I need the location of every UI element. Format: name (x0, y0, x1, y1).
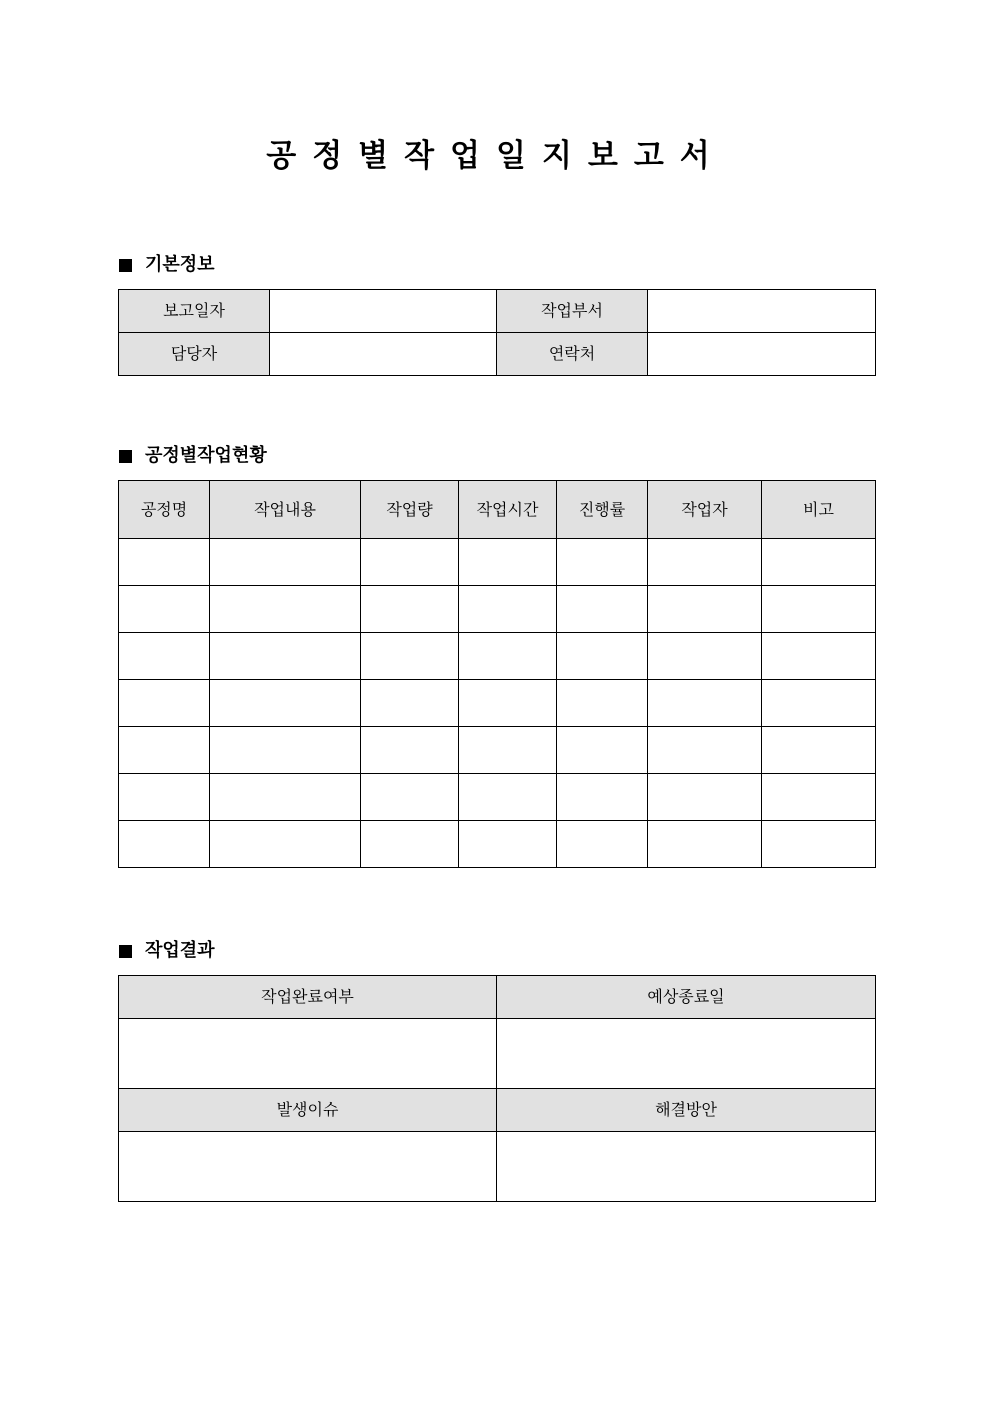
column-header-work-content: 작업내용 (210, 481, 361, 539)
column-header-worker: 작업자 (648, 481, 762, 539)
table-cell[interactable] (557, 586, 648, 633)
table-cell[interactable] (557, 821, 648, 868)
completion-status-label: 작업완료여부 (119, 976, 497, 1019)
table-cell[interactable] (762, 774, 876, 821)
table-cell[interactable] (119, 539, 210, 586)
solution-label: 해결방안 (497, 1089, 876, 1132)
contact-field[interactable] (648, 333, 876, 376)
table-cell[interactable] (459, 633, 557, 680)
table-cell[interactable] (119, 774, 210, 821)
column-header-work-amount: 작업량 (361, 481, 459, 539)
work-result-heading (119, 939, 215, 963)
issues-field[interactable] (119, 1132, 497, 1202)
column-header-remarks: 비고 (762, 481, 876, 539)
table-cell[interactable] (119, 586, 210, 633)
work-status-table (118, 480, 876, 868)
table-cell[interactable] (210, 774, 361, 821)
table-cell[interactable] (361, 821, 459, 868)
table-cell[interactable] (361, 727, 459, 774)
table-cell[interactable] (119, 821, 210, 868)
table-cell[interactable] (648, 539, 762, 586)
table-cell[interactable] (648, 774, 762, 821)
table-cell[interactable] (557, 774, 648, 821)
table-header-row (119, 1089, 876, 1132)
table-header-row (119, 481, 876, 539)
table-cell[interactable] (210, 821, 361, 868)
table-cell[interactable] (210, 680, 361, 727)
contact-label: 연락처 (497, 333, 648, 376)
column-header-work-time: 작업시간 (459, 481, 557, 539)
table-cell[interactable] (210, 633, 361, 680)
work-status-heading (119, 444, 267, 468)
table-cell[interactable] (459, 821, 557, 868)
table-row (119, 1019, 876, 1089)
expected-end-date-field[interactable] (497, 1019, 876, 1089)
report-date-field[interactable] (270, 290, 497, 333)
table-row (119, 586, 876, 633)
table-cell[interactable] (557, 727, 648, 774)
table-cell[interactable] (648, 586, 762, 633)
table-cell[interactable] (648, 727, 762, 774)
table-cell[interactable] (210, 539, 361, 586)
table-cell[interactable] (557, 539, 648, 586)
table-cell[interactable] (459, 774, 557, 821)
table-cell[interactable] (459, 680, 557, 727)
black-square-bullet-icon (119, 259, 132, 272)
table-row (119, 821, 876, 868)
table-cell[interactable] (762, 680, 876, 727)
table-cell[interactable] (119, 680, 210, 727)
table-row (119, 727, 876, 774)
table-cell[interactable] (361, 586, 459, 633)
expected-end-date-label: 예상종료일 (497, 976, 876, 1019)
work-result-table (118, 975, 876, 1202)
table-cell[interactable] (459, 727, 557, 774)
basic-info-table (118, 289, 876, 376)
basic-info-heading-text: 기본정보 (145, 254, 215, 275)
work-result-heading-text: 작업결과 (145, 940, 215, 961)
table-cell[interactable] (648, 633, 762, 680)
table-row (119, 680, 876, 727)
table-cell[interactable] (762, 586, 876, 633)
black-square-bullet-icon (119, 450, 132, 463)
table-cell[interactable] (361, 680, 459, 727)
column-header-process-name: 공정명 (119, 481, 210, 539)
table-row (119, 290, 876, 333)
table-cell[interactable] (557, 680, 648, 727)
table-cell[interactable] (648, 680, 762, 727)
table-cell[interactable] (762, 727, 876, 774)
report-date-label: 보고일자 (119, 290, 270, 333)
table-row (119, 539, 876, 586)
table-cell[interactable] (648, 821, 762, 868)
solution-field[interactable] (497, 1132, 876, 1202)
basic-info-heading (119, 253, 215, 277)
person-in-charge-field[interactable] (270, 333, 497, 376)
table-cell[interactable] (361, 539, 459, 586)
table-header-row (119, 976, 876, 1019)
black-square-bullet-icon (119, 945, 132, 958)
table-row (119, 333, 876, 376)
table-row (119, 633, 876, 680)
completion-status-field[interactable] (119, 1019, 497, 1089)
column-header-progress: 진행률 (557, 481, 648, 539)
table-cell[interactable] (119, 633, 210, 680)
table-cell[interactable] (557, 633, 648, 680)
person-in-charge-label: 담당자 (119, 333, 270, 376)
table-cell[interactable] (459, 539, 557, 586)
table-cell[interactable] (210, 727, 361, 774)
work-department-field[interactable] (648, 290, 876, 333)
table-cell[interactable] (119, 727, 210, 774)
table-row (119, 774, 876, 821)
issues-label: 발생이슈 (119, 1089, 497, 1132)
table-cell[interactable] (459, 586, 557, 633)
table-cell[interactable] (762, 539, 876, 586)
table-cell[interactable] (762, 633, 876, 680)
table-row (119, 1132, 876, 1202)
table-cell[interactable] (210, 586, 361, 633)
table-cell[interactable] (361, 774, 459, 821)
document-title: 공정별작업일지보고서 (266, 138, 726, 174)
work-status-heading-text: 공정별작업현황 (145, 445, 267, 466)
table-cell[interactable] (361, 633, 459, 680)
table-cell[interactable] (762, 821, 876, 868)
work-department-label: 작업부서 (497, 290, 648, 333)
